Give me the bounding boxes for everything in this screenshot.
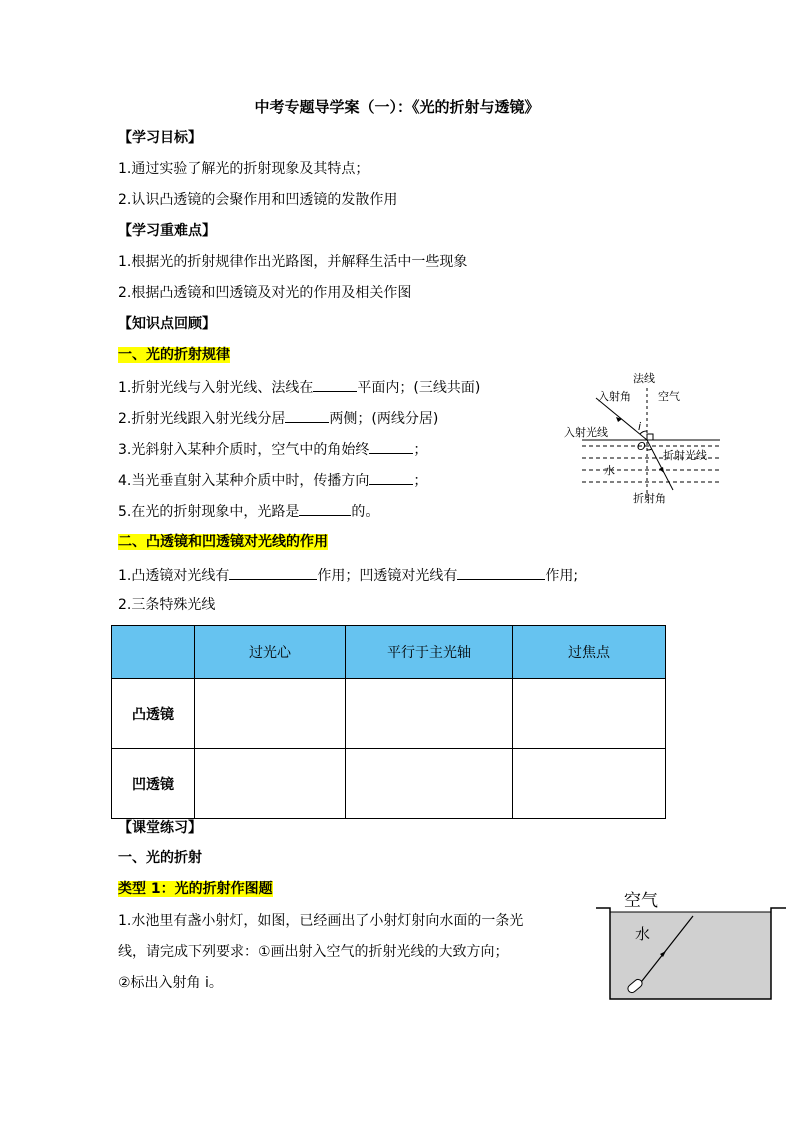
practice-subheading: 一、光的折射	[118, 850, 202, 866]
review-heading: 【知识点回顾】	[118, 316, 216, 332]
refracted-ray-label: 折射光线	[663, 449, 707, 462]
special-rays-table	[111, 625, 666, 819]
law-text: 2.折射光线跟入射光线分居	[118, 411, 286, 427]
law-text: 平面内；(三线共面)	[357, 380, 481, 396]
table-header-row	[112, 626, 666, 679]
type1-heading	[118, 879, 273, 899]
table-header-cell: 过光心	[195, 626, 346, 679]
table-header-cell: 过焦点	[513, 626, 666, 679]
part2-heading	[118, 532, 328, 552]
answer-cell[interactable]	[195, 679, 346, 749]
answer-blank[interactable]	[285, 407, 329, 423]
answer-cell[interactable]	[346, 749, 513, 819]
incident-ray-label: 入射光线	[564, 426, 608, 439]
question-line: ②标出入射角 i。	[118, 975, 223, 991]
row-label: 凹透镜	[112, 749, 195, 819]
answer-blank[interactable]	[229, 564, 317, 580]
goals-heading: 【学习目标】	[118, 130, 202, 146]
law-text: 3.光斜射入某种介质时，空气中的角始终	[118, 442, 370, 458]
o-label: O	[637, 440, 646, 453]
goal-item: 2.认识凸透镜的会聚作用和凹透镜的发散作用	[118, 192, 398, 208]
lens-text: 作用;	[545, 568, 579, 584]
law-item	[118, 500, 379, 522]
practice-heading: 【课堂练习】	[118, 820, 202, 836]
refraction-diagram	[560, 366, 730, 508]
law-text: 4.当光垂直射入某种介质中时，传播方向	[118, 473, 370, 489]
table-header-cell	[112, 626, 195, 679]
normal-label: 法线	[633, 372, 655, 385]
goal-item: 1.通过实验了解光的折射现象及其特点；	[118, 161, 370, 177]
answer-blank[interactable]	[299, 500, 351, 516]
answer-cell[interactable]	[513, 749, 666, 819]
lens-text: 1.凸透镜对光线有	[118, 568, 230, 584]
pool-air-label: 空气	[624, 891, 658, 911]
key-heading: 【学习重难点】	[118, 223, 216, 239]
pool-diagram	[592, 886, 792, 1002]
question-line: 线，请完成下列要求：①画出射入空气的折射光线的大致方向；	[118, 944, 509, 960]
part1-heading	[118, 345, 230, 365]
page-title: 中考专题导学案（一）：《光的折射与透镜》	[254, 98, 540, 116]
table-row	[112, 749, 666, 819]
answer-cell[interactable]	[346, 679, 513, 749]
answer-blank[interactable]	[369, 469, 413, 485]
law-text: 5.在光的折射现象中，光路是	[118, 504, 300, 520]
answer-blank[interactable]	[369, 438, 413, 454]
refracted-angle-label: 折射角	[633, 492, 666, 505]
question-line: 1.水池里有盏小射灯，如图，已经画出了小射灯射向水面的一条光	[118, 913, 524, 929]
incident-angle-label: 入射角	[598, 390, 631, 403]
law-text: 两侧；(两线分居)	[329, 411, 439, 427]
key-item: 1.根据光的折射规律作出光路图，并解释生活中一些现象	[118, 254, 468, 270]
part1-heading-text: 一、光的折射规律	[118, 347, 230, 363]
pool-water-label: 水	[635, 925, 651, 943]
i-label: i	[638, 420, 642, 433]
lens-line	[118, 564, 578, 586]
table-row	[112, 679, 666, 749]
answer-cell[interactable]	[195, 749, 346, 819]
law-text: ；	[413, 473, 428, 489]
law-item	[118, 376, 480, 398]
law-item	[118, 469, 427, 491]
answer-blank[interactable]	[457, 564, 545, 580]
lens-text: 作用；凹透镜对光线有	[317, 568, 458, 584]
law-item	[118, 407, 438, 429]
row-label: 凸透镜	[112, 679, 195, 749]
table-header-cell: 平行于主光轴	[346, 626, 513, 679]
water-label: 水	[604, 464, 615, 477]
law-item	[118, 438, 427, 460]
answer-blank[interactable]	[313, 376, 357, 392]
key-item: 2.根据凸透镜和凹透镜及对光的作用及相关作图	[118, 285, 412, 301]
answer-cell[interactable]	[513, 679, 666, 749]
refraction-angle-arc	[647, 449, 652, 450]
part2-heading-text: 二、凸透镜和凹透镜对光线的作用	[118, 534, 328, 550]
special-rays-label: 2.三条特殊光线	[118, 597, 216, 613]
right-angle-mark	[647, 434, 653, 440]
air-label: 空气	[658, 390, 680, 403]
incident-arrow	[616, 417, 622, 422]
type1-heading-text: 类型 1：光的折射作图题	[118, 881, 273, 897]
law-text: ；	[413, 442, 428, 458]
law-text: 1.折射光线与入射光线、法线在	[118, 380, 314, 396]
law-text: 的。	[351, 504, 380, 520]
